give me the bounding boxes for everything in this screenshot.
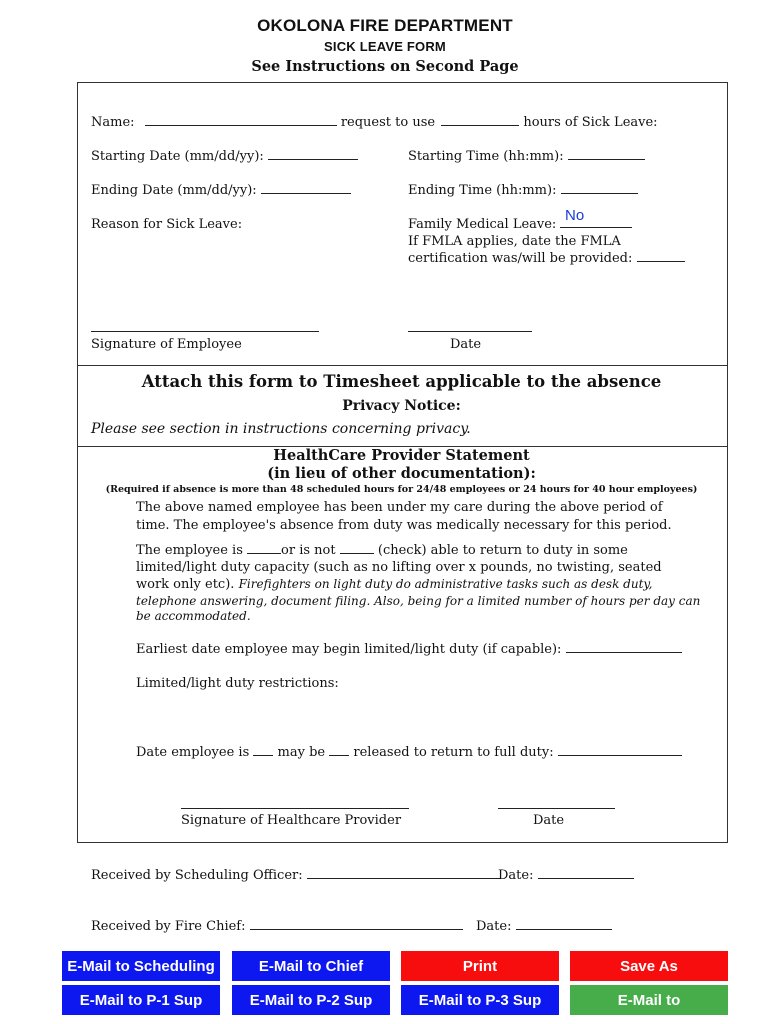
provider-heading1: HealthCare Provider Statement [273, 447, 530, 464]
released-text: released to return to full duty: [353, 745, 554, 760]
may-be-text: may be [277, 745, 326, 760]
work-only: work only etc). [136, 577, 235, 592]
provider-heading2: (in lieu of other documentation): [267, 465, 536, 482]
start-time-row [408, 149, 645, 164]
scheduling-date-row [498, 868, 634, 883]
check-text: (check) able to return to duty in some [377, 543, 628, 558]
end-time-label: Ending Time (hh:mm): [408, 183, 557, 198]
scheduling-signature-field[interactable] [307, 868, 500, 879]
start-date-row [91, 149, 358, 164]
fml-dropdown-value[interactable]: No [565, 207, 585, 224]
end-time-field[interactable] [561, 183, 638, 194]
email-p3-sup-button[interactable]: E-Mail to P-3 Sup [401, 985, 559, 1015]
privacy-text: Please see section in instructions concerning privacy. [91, 421, 471, 437]
firefighters-note-2: telephone answering, document filing. Also, being for a limited number of hours per day can [136, 594, 701, 608]
save-as-button[interactable]: Save As [570, 951, 728, 981]
fmla-line2-row [408, 251, 685, 266]
chief-label: Received by Fire Chief: [91, 919, 246, 934]
end-time-row [408, 183, 638, 198]
full-duty-row [136, 745, 682, 760]
statement-line2: time. The employee's absence from duty was medically necessary for this period. [136, 518, 672, 533]
fml-row [408, 217, 632, 232]
privacy-heading: Privacy Notice: [342, 398, 461, 414]
chief-signature-field[interactable] [250, 919, 463, 930]
email-to-button[interactable]: E-Mail to [570, 985, 728, 1015]
employee-date-label: Date [450, 337, 482, 352]
end-date-field[interactable] [261, 183, 351, 194]
capacity-line: limited/light duty capacity (such as no lifting over x pounds, no twisting, seated [136, 560, 662, 575]
may-be-check[interactable] [253, 745, 273, 756]
start-time-label: Starting Time (hh:mm): [408, 149, 564, 164]
chief-date-field[interactable] [516, 919, 612, 930]
scheduling-row [91, 868, 500, 883]
email-p2-sup-button[interactable]: E-Mail to P-2 Sup [232, 985, 390, 1015]
earliest-date-field[interactable] [566, 642, 682, 653]
org-title: OKOLONA FIRE DEPARTMENT [257, 16, 513, 35]
employee-signature-line[interactable] [91, 331, 319, 332]
email-scheduling-button[interactable]: E-Mail to Scheduling [62, 951, 220, 981]
or-is-not: or is not [281, 543, 336, 558]
chief-date-row [476, 919, 612, 934]
required-note: (Required if absence is more than 48 scheduled hours for 24/48 employees or 24 hours for 40 hour employees) [105, 484, 698, 495]
employee-is-prefix: The employee is [136, 543, 243, 558]
work-only-row [136, 577, 652, 592]
scheduling-date-field[interactable] [538, 868, 634, 879]
fmla-line2: certification was/will be provided: [408, 251, 633, 266]
form-title: SICK LEAVE FORM [324, 39, 446, 54]
instructions-note: See Instructions on Second Page [251, 58, 519, 75]
chief-row [91, 919, 463, 934]
print-button[interactable]: Print [401, 951, 559, 981]
earliest-date-label: Earliest date employee may begin limited/light duty (if capable): [136, 642, 562, 657]
employee-able-row [136, 543, 628, 558]
fmla-date-field[interactable] [637, 251, 685, 262]
provider-signature-line[interactable] [181, 808, 409, 809]
name-field[interactable] [145, 115, 337, 126]
end-date-row [91, 183, 351, 198]
is-not-able-check[interactable] [340, 543, 374, 554]
reason-label: Reason for Sick Leave: [91, 217, 243, 232]
fml-label: Family Medical Leave: [408, 217, 557, 232]
date-employee-is: Date employee is [136, 745, 250, 760]
scheduling-label: Received by Scheduling Officer: [91, 868, 303, 883]
is-able-check[interactable] [247, 543, 281, 554]
restrictions-label: Limited/light duty restrictions: [136, 676, 339, 691]
employee-signature-label: Signature of Employee [91, 337, 242, 352]
provider-date-line[interactable] [498, 808, 615, 809]
firefighters-note-3: be accommodated. [136, 609, 251, 623]
start-date-field[interactable] [268, 149, 358, 160]
start-time-field[interactable] [568, 149, 645, 160]
request-text: request to use [340, 115, 436, 130]
start-date-label: Starting Date (mm/dd/yy): [91, 149, 264, 164]
name-row [91, 115, 658, 130]
employee-date-line[interactable] [408, 331, 532, 332]
email-p1-sup-button[interactable]: E-Mail to P-1 Sup [62, 985, 220, 1015]
hours-field[interactable] [441, 115, 519, 126]
firefighters-note-1: Firefighters on light duty do administrative tasks such as desk duty, [238, 577, 653, 591]
provider-date-label: Date [533, 813, 565, 828]
released-check[interactable] [329, 745, 349, 756]
full-duty-date-field[interactable] [558, 745, 682, 756]
fmla-line1: If FMLA applies, date the FMLA [408, 234, 621, 249]
earliest-date-row [136, 642, 682, 657]
end-date-label: Ending Date (mm/dd/yy): [91, 183, 257, 198]
provider-signature-label: Signature of Healthcare Provider [181, 813, 402, 828]
name-label: Name: [91, 115, 135, 130]
email-chief-button[interactable]: E-Mail to Chief [232, 951, 390, 981]
attach-heading: Attach this form to Timesheet applicable to the absence [141, 372, 662, 391]
chief-date-label: Date: [476, 919, 512, 934]
hours-text: hours of Sick Leave: [523, 115, 658, 130]
statement-line1: The above named employee has been under my care during the above period of [136, 500, 663, 515]
scheduling-date-label: Date: [498, 868, 534, 883]
